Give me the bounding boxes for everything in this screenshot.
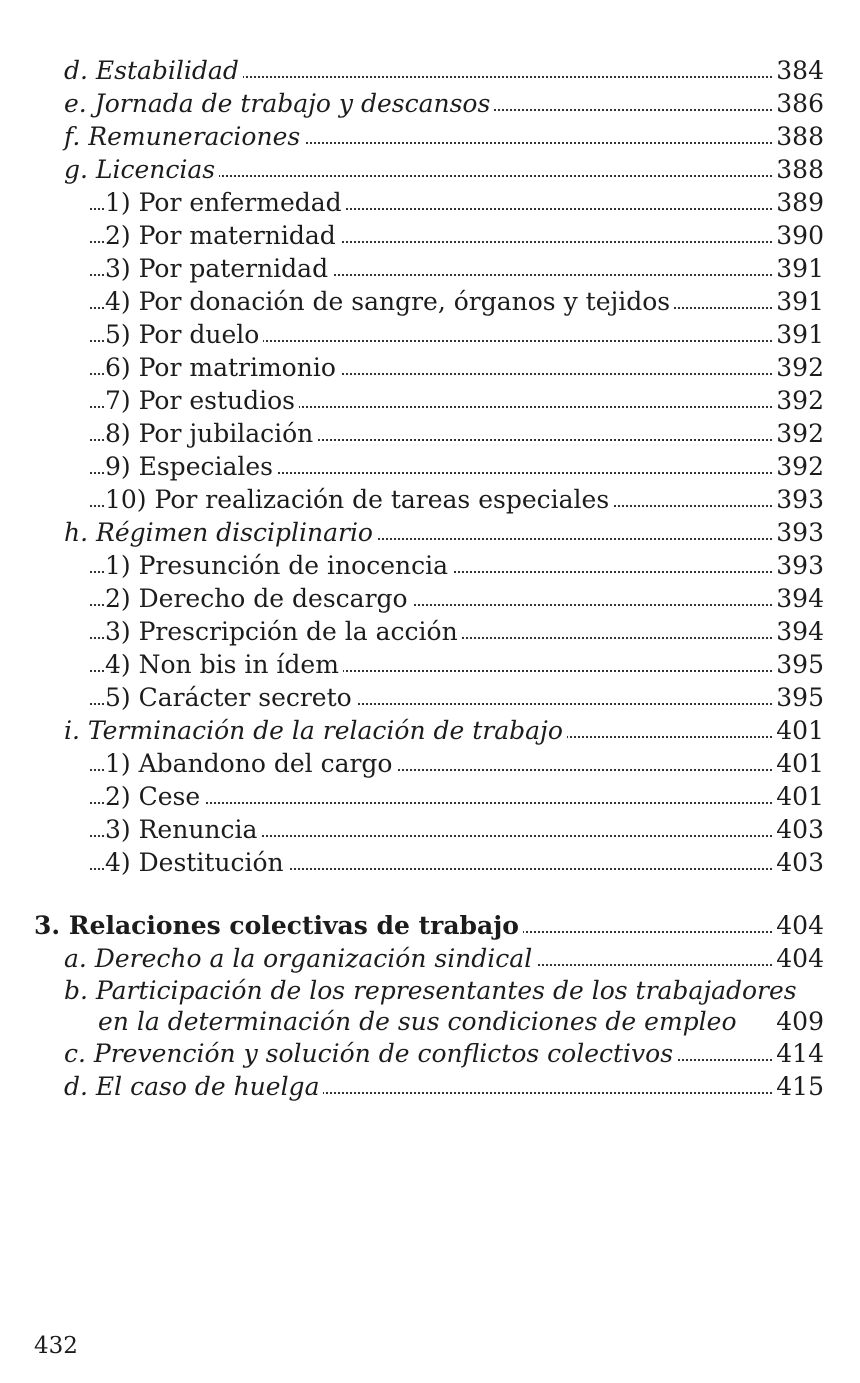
toc-entry-title: 9) Especiales [105,450,277,483]
toc-entry [0,681,860,714]
toc-entry-title: 4) Non bis in ídem [105,648,343,681]
toc-entry-page: 401 [772,714,824,747]
toc-entry-title: 3) Renuncia [105,813,261,846]
toc-entry-page: 384 [772,54,824,87]
toc-entry-title: 3) Por paternidad [105,252,332,285]
toc-entry-title: a. Derecho a la organización sindical [64,942,536,975]
toc-section-page: 404 [772,909,824,942]
toc-entry-page: 392 [772,417,824,450]
toc-entry [0,747,860,780]
toc-entry-title: 4) Por donación de sangre, órganos y tejidos [105,285,674,318]
toc-entry-title: d. El caso de huelga [64,1070,323,1103]
toc-entry-page: 389 [772,186,824,219]
toc-entry-title: f. Remuneraciones [64,120,304,153]
toc-entry-page: 393 [772,483,824,516]
toc-entry [0,153,860,186]
toc-entry-page: 409 [772,1006,824,1037]
toc-entry [0,846,860,879]
toc-entry-title: 3) Prescripción de la acción [105,615,462,648]
toc-entry [0,219,860,252]
toc-entry-page: 391 [772,252,824,285]
toc-entry-page: 415 [772,1070,824,1103]
toc-entry-page: 395 [772,648,824,681]
toc-entry [0,252,860,285]
toc-entries-collective-relations [0,942,860,1103]
toc-entry-page: 401 [772,747,824,780]
toc-entry-title: 1) Por enfermedad [105,186,346,219]
toc-entry-title: 2) Por maternidad [105,219,340,252]
toc-entry [0,120,860,153]
toc-entry [0,582,860,615]
toc-entry-page: 403 [772,846,824,879]
toc-entry-title: 5) Por duelo [105,318,263,351]
toc-entry-title: 10) Por realización de tareas especiales [105,483,613,516]
toc-entry [0,516,860,549]
page-number: 432 [34,1333,78,1359]
toc-entry [0,714,860,747]
toc-entry-page: 392 [772,450,824,483]
section-gap [0,879,860,909]
toc-entry-title: 7) Por estudios [105,384,299,417]
toc-entry-page: 392 [772,384,824,417]
toc-entry-page: 386 [772,87,824,120]
toc-entry-title: g. Licencias [64,153,219,186]
toc-entry [0,615,860,648]
toc-entry-page: 388 [772,153,824,186]
toc-entry [0,1037,860,1070]
toc-entry [0,54,860,87]
toc-entry [0,318,860,351]
toc-entry-page: 404 [772,942,824,975]
toc-entry [0,186,860,219]
toc-entry-page: 393 [772,549,824,582]
toc-entry-title: 4) Destitución [105,846,288,879]
toc-entry-page: 394 [772,615,824,648]
toc-entry-title-line1: b. Participación de los representantes de los trabajadores [64,976,797,1005]
toc-entry [0,549,860,582]
toc-entry-title-line2: en la determinación de sus condiciones de empleo [98,1007,737,1036]
toc-entry [0,483,860,516]
toc-entry-title: 2) Cese [105,780,204,813]
toc-entry-title: 8) Por jubilación [105,417,317,450]
toc-entry-title: d. Estabilidad [64,54,243,87]
toc-entry-title: 5) Carácter secreto [105,681,356,714]
toc-entry [0,384,860,417]
toc-entry-page: 392 [772,351,824,384]
toc-entry-page: 388 [772,120,824,153]
toc-entry [0,417,860,450]
toc-entry [0,975,860,1037]
toc-entries-labor-relations [0,54,860,879]
toc-entry-page: 391 [772,318,824,351]
toc-entry [0,450,860,483]
toc-entry-page: 394 [772,582,824,615]
toc-entry [0,942,860,975]
toc-entry-title: 1) Presunción de inocencia [105,549,452,582]
toc-entry [0,351,860,384]
toc-entry-page: 414 [772,1037,824,1070]
toc-section-heading [0,909,860,942]
toc-entry-page: 401 [772,780,824,813]
toc-entry-title: c. Prevención y solución de conflictos colectivos [64,1037,677,1070]
toc-entry-page: 393 [772,516,824,549]
toc-entry-page: 391 [772,285,824,318]
toc-entry-title [64,975,801,1037]
toc-entry [0,648,860,681]
toc-entry-page: 390 [772,219,824,252]
toc-entry-title: i. Terminación de la relación de trabajo [64,714,567,747]
toc-entry-title: 1) Abandono del cargo [105,747,396,780]
toc-entry [0,87,860,120]
toc-entry-page: 403 [772,813,824,846]
toc-entry-title: e. Jornada de trabajo y descansos [64,87,494,120]
table-of-contents [0,54,860,1103]
toc-entry [0,813,860,846]
toc-entry [0,1070,860,1103]
toc-entry [0,780,860,813]
toc-section-title: 3. Relaciones colectivas de trabajo [34,909,523,942]
toc-entry-title: 2) Derecho de descargo [105,582,412,615]
toc-entry-title: h. Régimen disciplinario [64,516,377,549]
toc-entry [0,285,860,318]
toc-entry-title: 6) Por matrimonio [105,351,340,384]
toc-entry-page: 395 [772,681,824,714]
